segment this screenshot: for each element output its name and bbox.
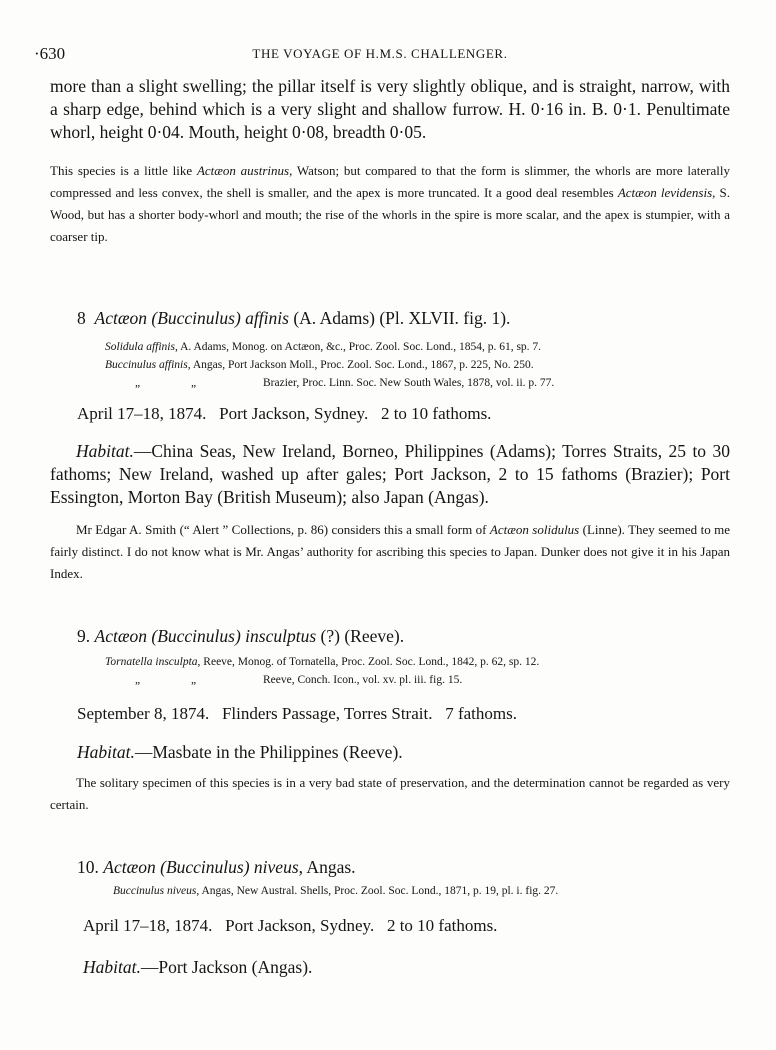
ditto-mark: „	[135, 674, 141, 686]
subgenus-name: (Buccinulus)	[151, 626, 241, 646]
reference-name: Tornatella insculpta	[105, 656, 198, 668]
description-continuation: more than a slight swelling; the pillar itself is very slightly oblique, and is straight, narrow, with a sharp edge, behind which is a very slight and shallow furrow. H. 0·16 in. B. 0·1. Penultimate whorl, height 0·04. Mouth, height 0·08, breadth 0·05.	[50, 76, 730, 142]
remark-text: , Watson; but compared to that the form is slimmer, the whorls are more laterally compressed and less convex, the shell is smaller, and the apex is more truncated. It a good deal resembles	[50, 163, 730, 200]
station-record: April 17–18, 1874. Port Jackson, Sydney. 2 to 10 fathoms.	[83, 916, 498, 935]
species-note	[50, 519, 730, 585]
species-authority: , Angas.	[298, 857, 356, 877]
ditto-mark: „	[135, 377, 141, 389]
habitat-label: Habitat.	[83, 957, 141, 977]
genus-name: Actæon	[94, 626, 147, 646]
reference-name: Buccinulus niveus	[113, 885, 197, 897]
genus-name: Actæon	[94, 308, 147, 328]
species-number: 8	[77, 308, 86, 328]
synonymy-list	[105, 653, 539, 689]
species-heading	[77, 857, 356, 878]
station-record: April 17–18, 1874. Port Jackson, Sydney. 2 to 10 fathoms.	[77, 404, 492, 423]
habitat-text: —Masbate in the Philippines (Reeve).	[134, 742, 403, 762]
reference-line	[105, 653, 539, 671]
reference-text: , Reeve, Monog. of Tornatella, Proc. Zool. Soc. Lond., 1842, p. 62, sp. 12.	[197, 656, 540, 668]
synonymy-list	[113, 882, 558, 900]
species-name: Actæon austrinus	[196, 163, 290, 178]
reference-line	[105, 374, 554, 392]
habitat-paragraph	[77, 741, 727, 764]
reference-text: , A. Adams, Monog. on Actæon, &c., Proc. Zool. Soc. Lond., 1854, p. 61, sp. 7.	[174, 341, 542, 353]
species-number: 10.	[77, 857, 99, 877]
page-header	[34, 44, 726, 66]
species-name: Actæon solidulus	[489, 522, 580, 537]
subgenus-name: (Buccinulus)	[160, 857, 250, 877]
comparison-remark	[50, 160, 730, 248]
reference-name: Buccinulus affinis	[105, 359, 188, 371]
reference-text: , Angas, Port Jackson Moll., Proc. Zool. Soc. Lond., 1867, p. 225, No. 250.	[187, 359, 534, 371]
reference-text: Brazier, Proc. Linn. Soc. New South Wales, 1878, vol. ii. p. 77.	[263, 377, 555, 389]
species-epithet: niveus	[253, 857, 299, 877]
species-number: 9.	[77, 626, 91, 646]
habitat-label: Habitat.	[76, 441, 134, 461]
note-text: (Linne). They seemed to me fairly distinct. I do not know what is Mr. Angas’ authority for ascribing this species to Japan. Dunker does not give it in his Japan Index.	[50, 522, 731, 581]
note-text: The solitary specimen of this species is in a very bad state of preservation, and the determination cannot be regarded as very certain.	[50, 775, 730, 812]
reference-line	[105, 338, 554, 356]
species-authority: (A. Adams) (Pl. XLVII. fig. 1).	[293, 308, 511, 328]
habitat-text: —Port Jackson (Angas).	[140, 957, 313, 977]
synonymy-list	[105, 338, 554, 392]
ditto-mark: „	[191, 674, 197, 686]
remark-text: This species is a little like	[50, 163, 197, 178]
habitat-paragraph	[50, 440, 730, 509]
reference-text: , Angas, New Austral. Shells, Proc. Zool. Soc. Lond., 1871, p. 19, pl. i. fig. 27.	[196, 885, 559, 897]
species-heading	[77, 626, 404, 647]
habitat-paragraph	[83, 956, 723, 979]
species-authority: (?) (Reeve).	[320, 626, 405, 646]
reference-line	[105, 356, 554, 374]
species-note	[50, 772, 730, 816]
station-record: September 8, 1874. Flinders Passage, Torres Strait. 7 fathoms.	[77, 704, 517, 723]
page-number: ·630	[34, 44, 66, 63]
species-name: Actæon levidensis	[617, 185, 713, 200]
note-text: Mr Edgar A. Smith (“ Alert ” Collections, p. 86) considers this a small form of	[76, 522, 490, 537]
species-epithet: insculptus	[245, 626, 317, 646]
species-epithet: affinis	[245, 308, 289, 328]
remark-text: , S. Wood, but has a shorter body-whorl and mouth; the rise of the whorls in the spire is more scalar, and the apex is stumpier, with a coarser tip.	[50, 185, 730, 244]
running-title: THE VOYAGE OF H.M.S. CHALLENGER.	[252, 46, 508, 61]
genus-name: Actæon	[103, 857, 156, 877]
reference-line	[105, 671, 539, 689]
reference-line	[113, 882, 558, 900]
subgenus-name: (Buccinulus)	[151, 308, 241, 328]
habitat-label: Habitat.	[77, 742, 135, 762]
ditto-mark: „	[191, 377, 197, 389]
reference-name: Solidula affinis	[105, 341, 175, 353]
reference-text: Reeve, Conch. Icon., vol. xv. pl. iii. fig. 15.	[263, 674, 463, 686]
habitat-text: —China Seas, New Ireland, Borneo, Philippines (Adams); Torres Straits, 25 to 30 fathoms; New Ireland, washed up after gales; Port Jackson, 2 to 15 fathoms (Brazier); Port Essington, Morton Bay (British Museum); also Japan (Angas).	[50, 441, 730, 507]
species-heading	[77, 308, 510, 329]
